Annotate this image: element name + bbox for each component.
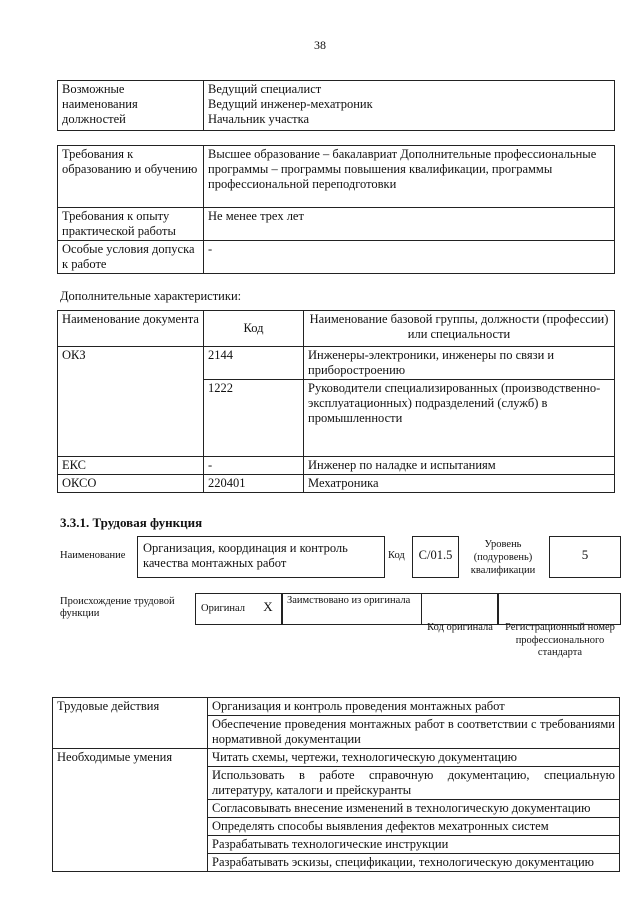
original-box xyxy=(195,593,256,625)
header-group-name: Наименование базовой группы, должности (профессии) или специальности xyxy=(304,311,615,347)
origin-label: Происхождение трудовой функции xyxy=(60,596,175,620)
req-education-value: Высшее образование – бакалавриат Дополнительные профессиональные программы – программы повышения квалификации, программы профессиональной переподготовки xyxy=(204,146,615,208)
additional-title: Дополнительные характеристики: xyxy=(60,289,242,303)
actions-skills-table xyxy=(52,697,620,872)
action-item: Организация и контроль проведения монтажных работ xyxy=(208,698,620,716)
function-name-label: Наименование xyxy=(60,550,126,561)
function-name-value: Организация, координация и контроль качества монтажных работ xyxy=(143,541,348,570)
header-code: Код xyxy=(204,311,304,347)
borrowed-box xyxy=(282,593,422,625)
function-heading: 3.3.1. Трудовая функция xyxy=(60,515,203,530)
group-name-cell: Мехатроника xyxy=(304,475,615,493)
req-experience-label: Требования к опыту практической работы xyxy=(58,208,204,241)
req-conditions-value: - xyxy=(204,241,615,274)
code-cell: 1222 xyxy=(204,380,304,457)
function-name-box xyxy=(137,536,385,578)
doc-cell: ЕКС xyxy=(58,457,204,475)
code-original-label: Код оригинала xyxy=(427,622,493,633)
skill-item: Согласовывать внесение изменений в технологическую документацию xyxy=(208,800,620,818)
actions-label: Трудовые действия xyxy=(53,698,208,749)
action-item: Обеспечение проведения монтажных работ в соответствии с требованиями нормативной документации xyxy=(208,716,620,749)
doc-cell: ОКЗ xyxy=(58,347,204,457)
skill-item: Разрабатывать технологические инструкции xyxy=(208,836,620,854)
req-conditions-label: Особые условия допуска к работе xyxy=(58,241,204,274)
function-code-box xyxy=(412,536,459,578)
position-item: Начальник участка xyxy=(208,112,310,126)
original-mark: X xyxy=(263,599,273,614)
header-document: Наименование документа xyxy=(58,311,204,347)
function-level-box xyxy=(549,536,621,578)
req-experience-value: Не менее трех лет xyxy=(204,208,615,241)
positions-label: Возможные наименования должностей xyxy=(58,81,204,131)
original-label: Оригинал xyxy=(201,603,245,614)
page-number: 38 xyxy=(314,38,326,52)
code-cell: 220401 xyxy=(204,475,304,493)
function-level-label: Уровень (подуровень) квалификации xyxy=(470,539,536,577)
skills-label: Необходимые умения xyxy=(53,749,208,872)
position-item: Ведущий специалист xyxy=(208,82,322,96)
doc-cell: ОКСО xyxy=(58,475,204,493)
skill-item: Читать схемы, чертежи, технологическую документацию xyxy=(208,749,620,767)
skill-item: Разрабатывать эскизы, спецификации, технологическую документацию xyxy=(208,854,620,872)
reg-number-label: Регистрационный номер профессионального стандарта xyxy=(505,622,615,659)
function-code-label: Код xyxy=(388,550,405,561)
borrowed-label: Заимствовано из оригинала xyxy=(287,595,411,606)
requirements-table xyxy=(57,145,615,274)
function-level-value: 5 xyxy=(581,547,589,562)
original-mark-box xyxy=(255,593,282,625)
positions-values xyxy=(204,81,615,131)
reg-number-box xyxy=(497,593,621,625)
positions-table xyxy=(57,80,615,131)
characteristics-table xyxy=(57,310,615,493)
group-name-cell: Руководители специализированных (производственно-эксплуатационных) подразделений (служб) в промышленности xyxy=(304,380,615,457)
code-original-box xyxy=(421,593,499,625)
position-item: Ведущий инженер-мехатроник xyxy=(208,97,373,111)
group-name-cell: Инженеры-электроники, инженеры по связи и приборостроению xyxy=(304,347,615,380)
req-education-label: Требования к образованию и обучению xyxy=(58,146,204,208)
code-cell: 2144 xyxy=(204,347,304,380)
group-name-cell: Инженер по наладке и испытаниям xyxy=(304,457,615,475)
skill-item: Использовать в работе справочную документацию, специальную литературу, каталоги и прейскуранты xyxy=(208,767,620,800)
skill-item: Определять способы выявления дефектов мехатронных систем xyxy=(208,818,620,836)
code-cell: - xyxy=(204,457,304,475)
function-code-value: C/01.5 xyxy=(418,548,453,562)
